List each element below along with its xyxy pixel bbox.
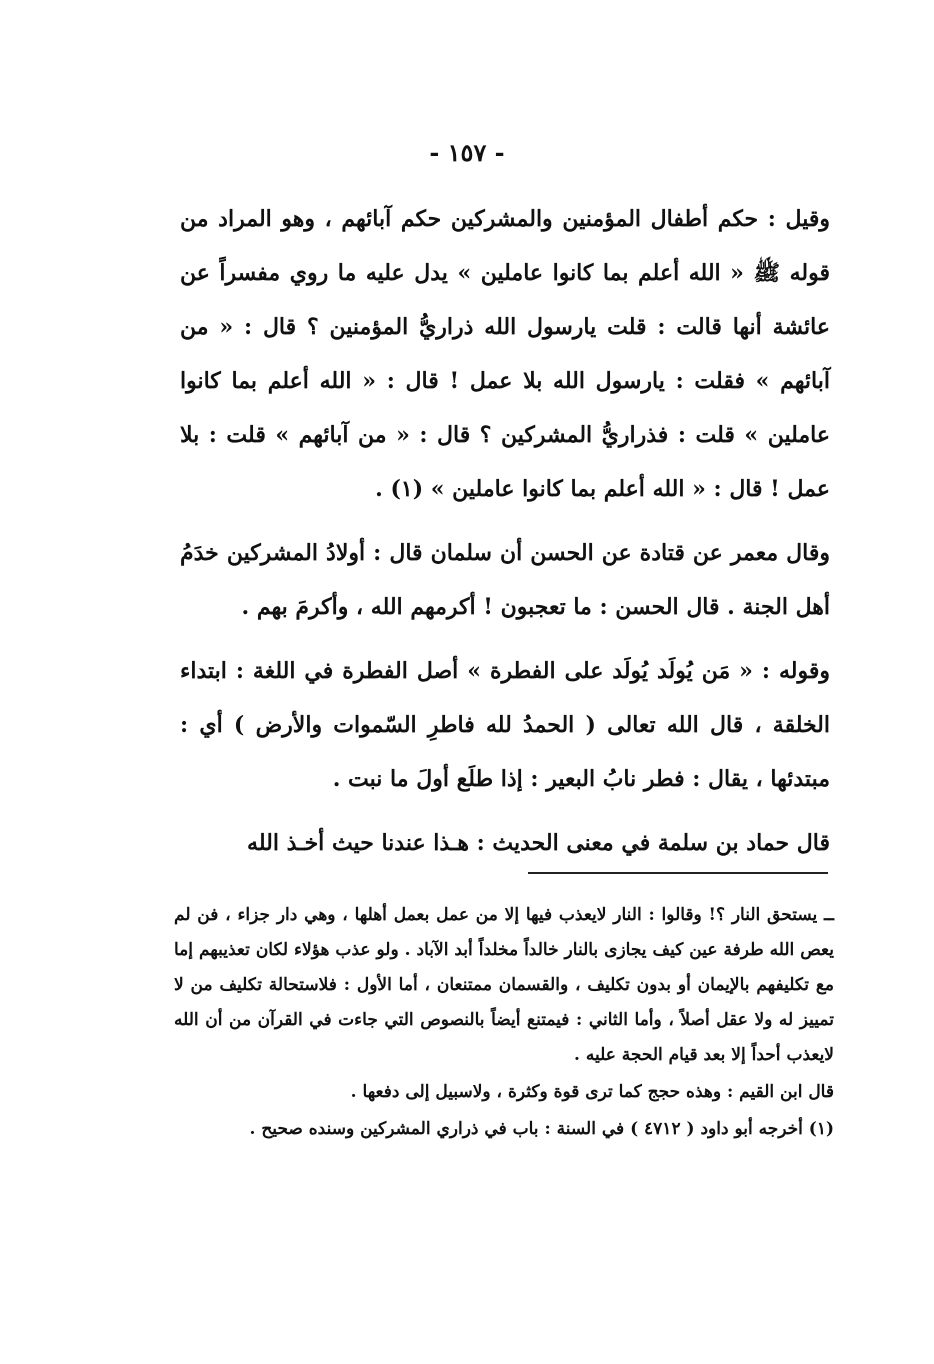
main-text xyxy=(180,192,830,870)
paragraph-fitrah-meaning: وقوله : « مَن يُولَد يُولَد على الفطرة » أصل الفطرة في اللغة : ابتداء الخلقة ، قال الله تعالى ( الحمدُ لله فاطرِ السّموات والأرض ) أي : مبتدئها ، يقال : فطر نابُ البعير : إذا طلَع أولَ ما نبت . xyxy=(180,658,830,792)
page-number: - ١٥٧ - xyxy=(429,138,505,167)
footnote-continuation: ــ يستحق النار ؟! وقالوا : النار لايعذب فيها إلا من عمل بعمل أهلها ، وهي دار جزاء ، فن لم يعص الله طرفة عين كيف يجازى بالنار خالداً مخلداً أبد الآباد . ولو عذب هؤلاء لكان تعذيبهم إما مع تكليفهم بالإيمان أو بدون تكليف ، والقسمان ممتنعان ، أما الأول : فلاستحالة تكليف من لا تمييز له ولا عقل أصلاً ، وأما الثاني : فيمتنع أيضاً بالنصوص التي جاءت في القرآن من أن الله لايعذب أحداً إلا بعد قيام الحجة عليه . xyxy=(174,905,834,1065)
paragraph-muammar-report: وقال معمر عن قتادة عن الحسن أن سلمان قال : أولادُ المشركين خدَمُ أهل الجنة . قال الحسن : ما تعجبون ! أكرمهم الله ، وأكرمَ بهم . xyxy=(180,540,830,620)
footnotes xyxy=(174,898,834,1147)
paragraph-children-of-believers: وقيل : حكم أطفال المؤمنين والمشركين حكم آبائهم ، وهو المراد من قوله ﷺ « الله أعلم بما كانوا عاملين » يدل عليه ما روي مفسراً عن عائشة أنها قالت : قلت يارسول الله ذراريُّ المؤمنين ؟ قال : « من آبائهم » فقلت : يارسول الله بلا عمل ! قال : « الله أعلم بما كانوا عاملين » قلت : فذراريُّ المشركين ؟ قال : « من آبائهم » قلت : بلا عمل ! قال : « الله أعلم بما كانوا عاملين » (١) . xyxy=(180,206,830,502)
footnote-ibn-alqayyim: قال ابن القيم : وهذه حجج كما ترى قوة وكثرة ، ولاسبيل إلى دفعها . xyxy=(350,1082,834,1102)
footnote-divider xyxy=(528,872,828,874)
paragraph-hammad-ibn-salama: قال حماد بن سلمة في معنى الحديث : هـذا عندنا حيث أخـذ الله xyxy=(247,830,830,856)
footnote-1-reference: (١) أخرجه أبو داود ( ٤٧١٢ ) في السنة : باب في ذراري المشركين وسنده صحيح . xyxy=(249,1119,834,1139)
